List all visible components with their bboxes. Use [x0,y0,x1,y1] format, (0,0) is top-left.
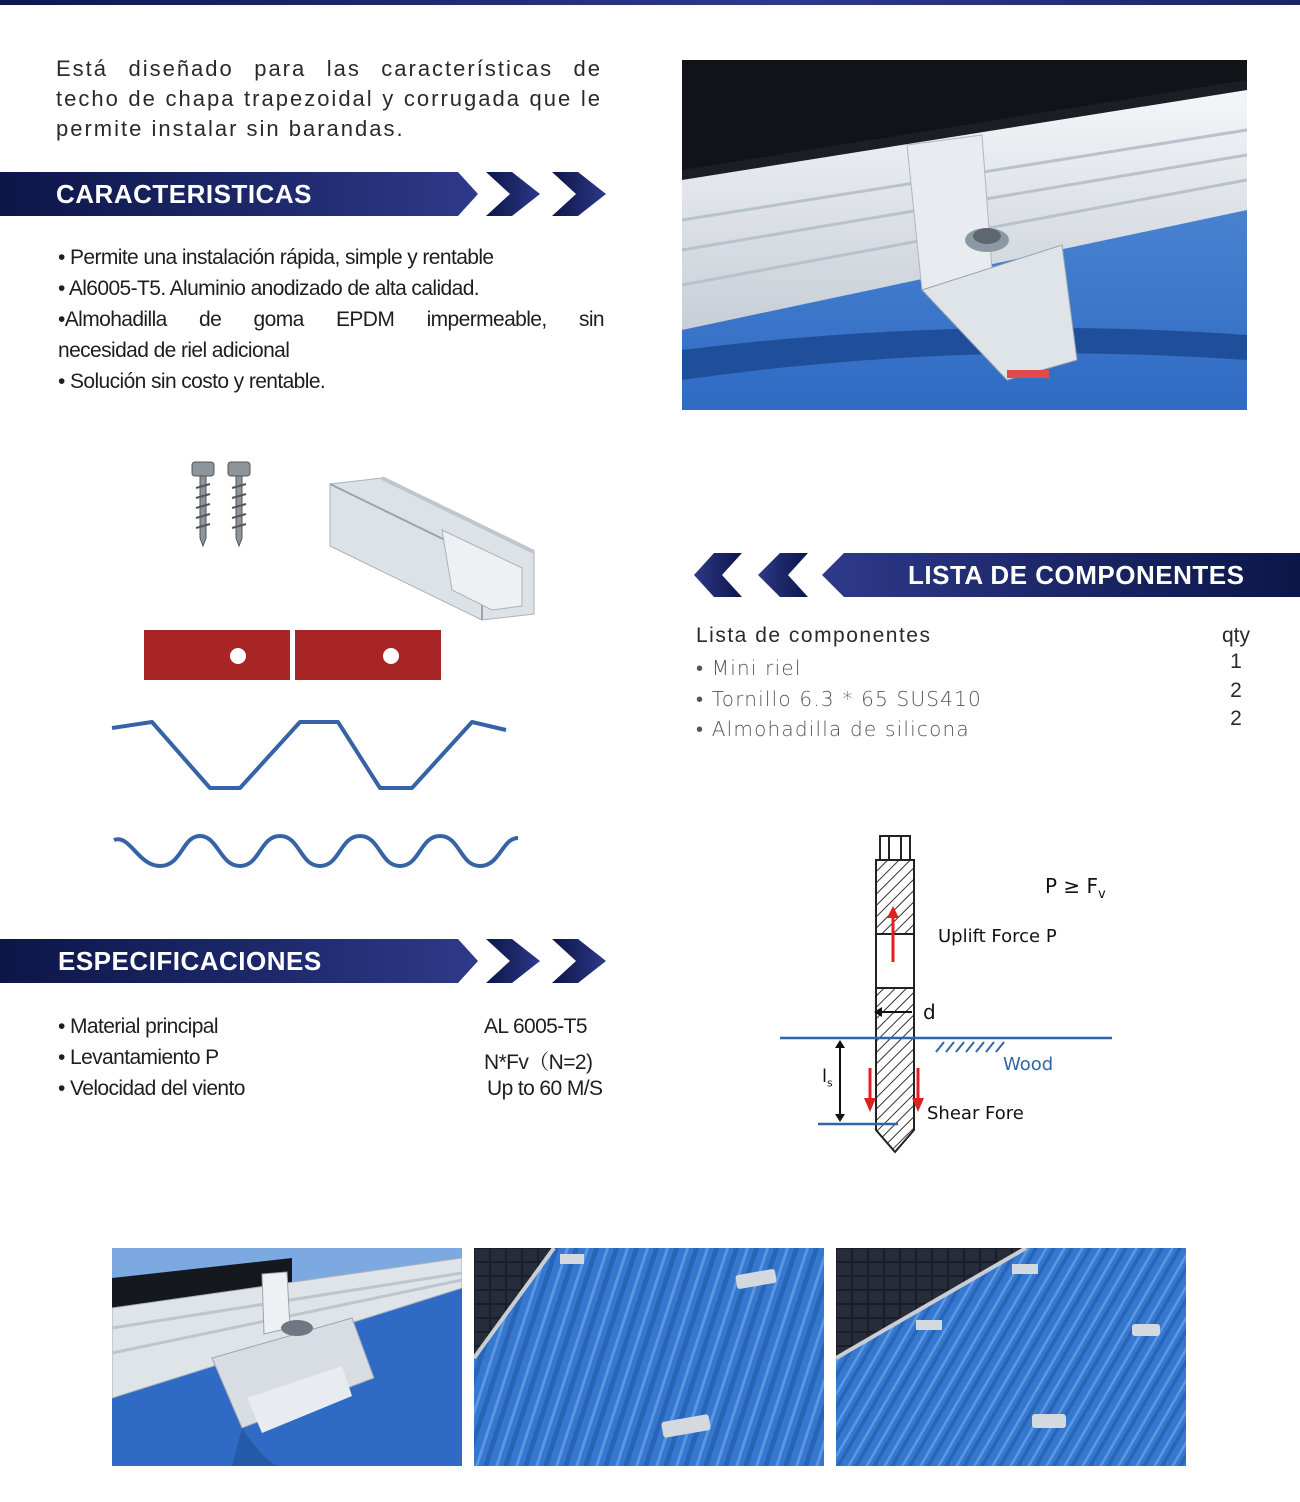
specs-table [58,1015,638,1108]
mini-rail-image [322,474,537,624]
chevron-icon [552,939,606,983]
list-item: • Mini riel 1 [696,650,1242,680]
screw-length-label: $l_s$ [822,1066,833,1090]
trapezoidal-profile-icon [110,712,512,792]
table-row: • Material principal AL 6005-T5 [58,1015,587,1038]
feature-item: • Permite una instalación rápida, simple y rentable [58,246,494,269]
feature-item: •Almohadilla de goma EPDM impermeable, sin [58,308,604,331]
wood-label: Wood [1003,1054,1054,1075]
top-rule [0,0,1300,5]
intro-paragraph: Está diseñado para las características de techo de chapa trapezoidal y corrugada que le permite instalar sin barandas. [56,56,602,141]
uplift-force-label: Uplift Force P [938,926,1057,947]
silicone-pad-image [295,630,441,680]
feature-item: necesidad de riel adicional [58,339,290,362]
specs-banner [0,939,610,983]
feature-item: • Al6005-T5. Aluminio anodizado de alta calidad. [58,277,480,300]
components-header: Lista de componentes [696,624,932,647]
feature-item: • Solución sin costo y rentable. [58,370,326,393]
table-row: • Levantamiento P N*Fv（N=2) [58,1046,593,1074]
silicone-pad-image [144,630,290,680]
corrugated-profile-icon [110,826,522,876]
installation-photo-closeup [112,1248,462,1466]
specs-title: ESPECIFICACIONES [58,946,322,976]
features-banner [0,172,610,216]
shear-force-label: Shear Fore [927,1103,1024,1124]
chevron-icon [486,172,540,216]
product-photo-main [682,60,1247,410]
table-row: • Velocidad del viento Up to 60 M/S [58,1077,603,1100]
qty-header: qty [1221,624,1250,647]
installation-photo-panels [836,1248,1186,1466]
chevron-icon [758,553,808,597]
screw-force-diagram [770,830,1130,1160]
formula-label: $P \ge F_v$ [1045,874,1106,902]
chevron-icon [486,939,540,983]
components-banner [694,553,1300,597]
components-list [696,624,1266,742]
features-title: CARACTERISTICAS [56,179,312,209]
components-header-row [696,624,1266,652]
components-title: LISTA DE COMPONENTES [908,560,1245,590]
chevron-icon [552,172,606,216]
chevron-icon [694,553,742,597]
diameter-label: d [923,1000,936,1024]
installation-photo-roof [474,1248,824,1466]
screw-icon [180,458,260,548]
list-item: • Almohadilla de silicona 2 [696,707,1242,741]
features-list [58,242,604,397]
list-item: • Tornillo 6.3 * 65 SUS410 2 [696,679,1242,711]
